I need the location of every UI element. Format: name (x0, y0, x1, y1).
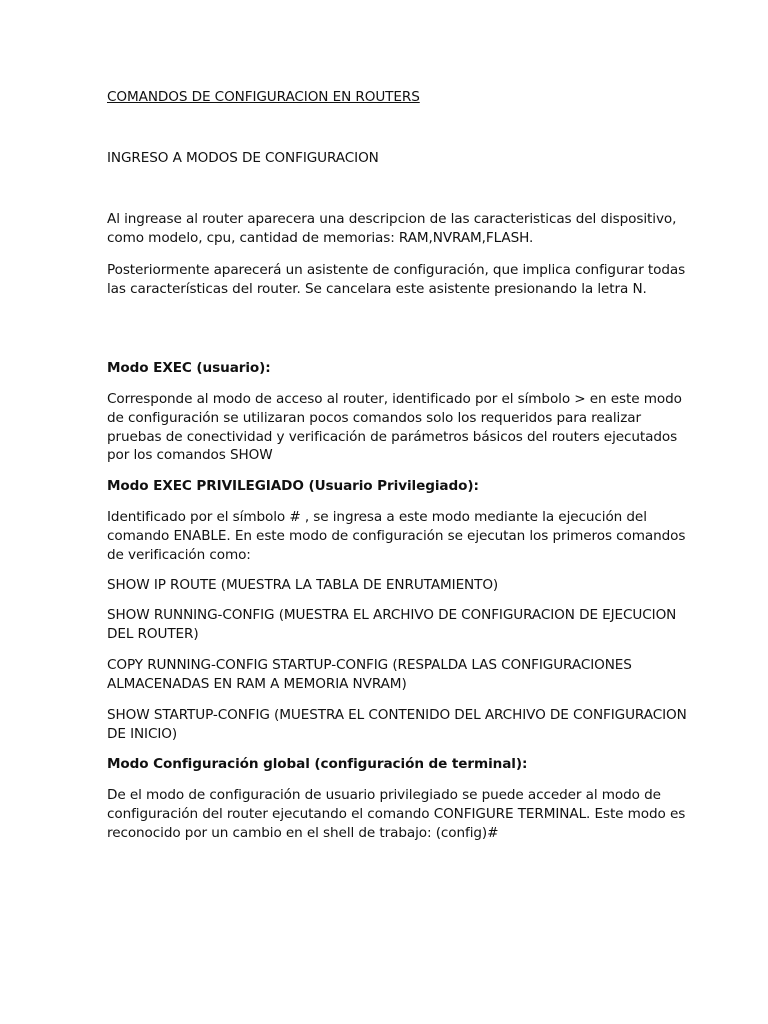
command-show-startup-config: SHOW STARTUP-CONFIG (MUESTRA EL CONTENIDO DEL ARCHIVO DE CONFIGURACION DE INICIO) (107, 707, 687, 742)
exec-mode-paragraph: Corresponde al modo de acceso al router, identificado por el símbolo > en este modo de configuración se utilizaran pocos comandos solo los requeridos para realizar pruebas de conectividad y verificación de parámetros básicos del routers ejecutados por los comandos SHOW (107, 391, 682, 464)
section-title: INGRESO A MODOS DE CONFIGURACION (107, 150, 379, 166)
global-config-paragraph: De el modo de configuración de usuario privilegiado se puede acceder al modo de configuración del router ejecutando el comando CONFIGURE TERMINAL. Este modo es reconocido por un cambio en el shell de trabajo: (config)# (107, 787, 686, 841)
command-show-running-config: SHOW RUNNING-CONFIG (MUESTRA EL ARCHIVO DE CONFIGURACION DE EJECUCION DEL ROUTER) (107, 607, 677, 642)
command-show-ip-route: SHOW IP ROUTE (MUESTRA LA TABLA DE ENRUTAMIENTO) (107, 577, 499, 593)
intro-paragraph-2: Posteriormente aparecerá un asistente de configuración, que implica configurar todas las características del router. Se cancelara este asistente presionando la letra N. (107, 262, 686, 297)
intro-paragraph-1: Al ingrease al router aparecera una descripcion de las caracteristicas del dispositivo, como modelo, cpu, cantidad de memorias: RAM,NVRAM,FLASH. (107, 211, 677, 246)
command-copy-running-config: COPY RUNNING-CONFIG STARTUP-CONFIG (RESPALDA LAS CONFIGURACIONES ALMACENADAS EN RAM A MEMORIA NVRAM) (107, 657, 632, 692)
document-title: COMANDOS DE CONFIGURACION EN ROUTERS (107, 89, 420, 105)
global-config-heading: Modo Configuración global (configuración de terminal): (107, 756, 528, 772)
privileged-mode-paragraph: Identificado por el símbolo # , se ingresa a este modo mediante la ejecución del comando ENABLE. En este modo de configuración se ejecutan los primeros comandos de verificación como: (107, 509, 686, 563)
privileged-mode-heading: Modo EXEC PRIVILEGIADO (Usuario Privilegiado): (107, 478, 479, 494)
exec-mode-heading: Modo EXEC (usuario): (107, 360, 271, 376)
